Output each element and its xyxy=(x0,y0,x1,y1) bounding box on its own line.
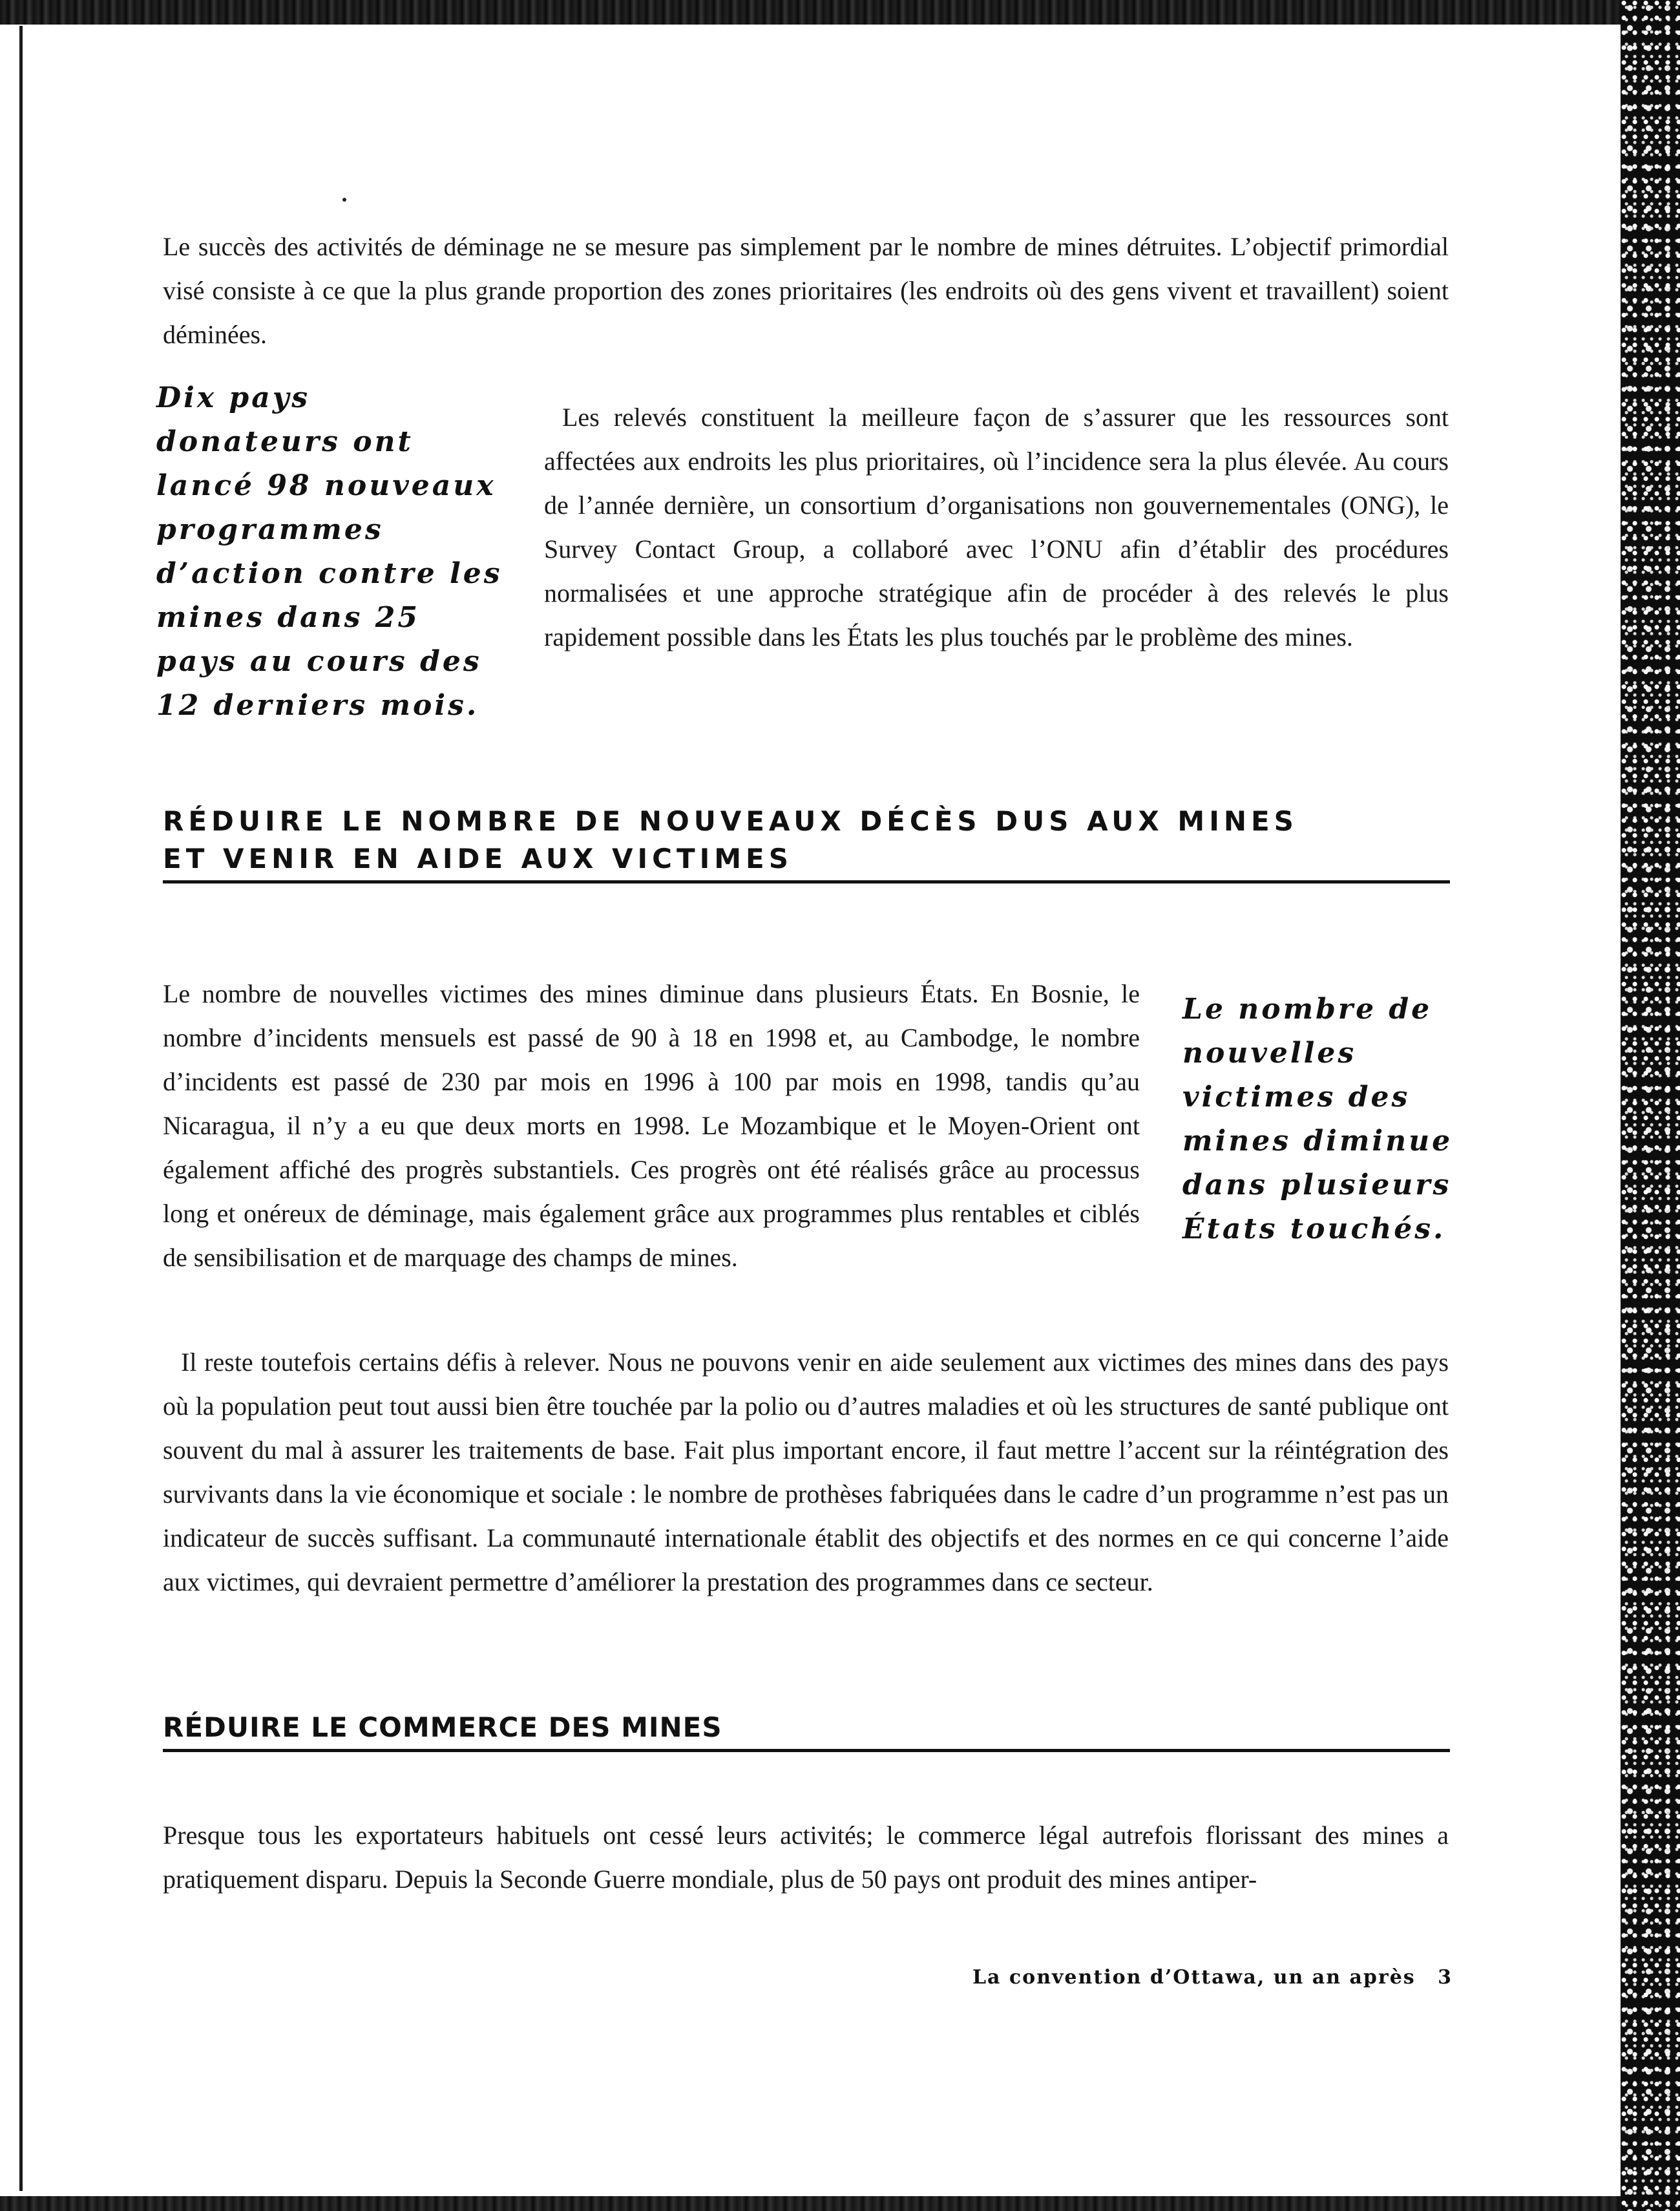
section-heading-victims xyxy=(163,803,1450,883)
victims-paragraph-2 xyxy=(163,1340,1449,1604)
trade-paragraph xyxy=(163,1814,1449,1901)
section-heading-victims-line-2: ET VENIR EN AIDE AUX VICTIMES xyxy=(163,843,793,874)
victims-paragraph-2-text: Il reste toutefois certains défis à relever. Nous ne pouvons venir en aide seulement aux victimes des mines dans des pays où la population peut tout aussi bien être touchée par la polio ou d’autres maladies et où les structures de santé publique ont souvent du mal à assurer les traitements de base. Fait plus important encore, il faut mettre l’accent sur la réintégration des survivants dans la vie économique et sociale : le nombre de prothèses fabriquées dans le cadre d’un programme n’est pas un indicateur de succès suffisant. La communauté internationale établit des objectifs et des normes en ce qui concerne l’aide aux victimes, qui devraient permettre d’améliorer la prestation des programmes dans ce secteur. xyxy=(163,1348,1449,1596)
section-heading-victims-line-1: RÉDUIRE LE NOMBRE DE NOUVEAUX DÉCÈS DUS AUX MINES xyxy=(163,805,1298,837)
releves-paragraph xyxy=(544,396,1449,659)
scan-speck xyxy=(342,198,346,202)
victims-paragraph-1 xyxy=(163,972,1140,1280)
scan-edge-top xyxy=(0,0,1680,25)
victims-paragraph-1-text: Le nombre de nouvelles victimes des mines diminue dans plusieurs États. En Bosnie, le nombre d’incidents mensuels est passé de 90 à 18 en 1998 et, au Cambodge, le nombre d’incidents est passé de 230 par mois en 1996 à 100 par mois en 1998, tandis qu’au Nicaragua, il n’y a eu que deux morts en 1998. Le Mozambique et le Moyen-Orient ont également affiché des progrès substantiels. Ces progrès ont été réalisés grâce au processus long et onéreux de déminage, mais également grâce aux programmes plus rentables et ciblés de sensibilisation et de marquage des champs de mines. xyxy=(163,979,1140,1272)
scan-edge-right xyxy=(1621,0,1680,2211)
section-heading-trade xyxy=(163,1709,1450,1752)
pullquote-donors: Dix pays donateurs ont lancé 98 nouveaux programmes d’action contre les mines dans 25 pays au cours des 12 derniers mois. xyxy=(156,381,503,722)
scan-edge-bottom xyxy=(0,2196,1680,2211)
intro-text: Le succès des activités de déminage ne se mesure pas simplement par le nombre de mines détruites. L’objectif primordial visé consiste à ce que la plus grande proportion des zones prioritaires (les endroits où des gens vivent et travaillent) soient déminées. xyxy=(163,232,1449,349)
trade-paragraph-text: Presque tous les exportateurs habituels ont cessé leurs activités; le commerce légal autrefois florissant des mines a pratiquement disparu. Depuis la Seconde Guerre mondiale, plus de 50 pays ont produit des mines antiper- xyxy=(163,1821,1449,1894)
scan-edge-left xyxy=(19,26,23,2191)
pullquote-victims: Le nombre de nouvelles victimes des mines diminue dans plusieurs États touchés. xyxy=(1182,993,1453,1245)
page-number: 3 xyxy=(1438,1966,1453,1989)
releves-text: Les relevés constituent la meilleure façon de s’assurer que les ressources sont affectées aux endroits les plus prioritaires, où l’incidence sera la plus élevée. Au cours de l’année dernière, un consortium d’organisations non gouvernementales (ONG), le Survey Contact Group, a collaboré avec l’ONU afin d’établir des procédures normalisées et une approche stratégique afin de procéder à des relevés le plus rapidement possible dans les États les plus touchés par le problème des mines. xyxy=(544,403,1449,651)
section-heading-trade-text: RÉDUIRE LE COMMERCE DES MINES xyxy=(163,1711,722,1743)
page-footer xyxy=(972,1966,1453,1989)
intro-paragraph xyxy=(163,225,1449,357)
running-title: La convention d’Ottawa, un an après xyxy=(972,1966,1416,1989)
